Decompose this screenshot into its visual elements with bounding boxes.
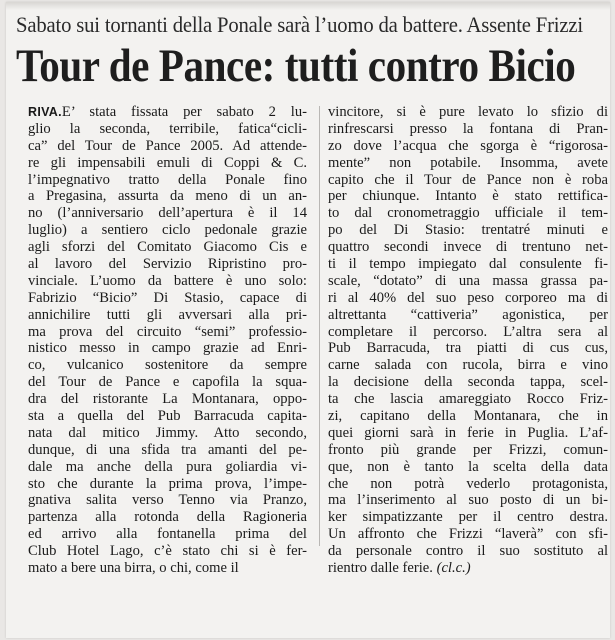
text-line [328,391,608,408]
text-line-content: al lavoro del Servizio Ripristino pro- [28,256,307,273]
text-line [328,543,608,560]
text-line [28,104,307,121]
text-line-content: vincitore, si è pure levato lo sfizio di [328,104,608,120]
text-line-content: che non potrà vederlo protagonista, [328,475,608,492]
text-line [328,492,608,509]
text-line [28,442,307,459]
text-line-content: ma l’inserimento al suo posto di un bi- [328,492,608,509]
text-line-content: ca” del Tour de Pance 2005. Ad attende- [28,137,307,154]
text-line [328,476,608,493]
text-line [328,324,608,341]
text-line-content: rientro dalle ferie. [328,560,433,577]
text-line-content: completare il percorso. L’altra sera al [328,323,608,340]
text-line [28,222,307,239]
text-line-content: quei giorni sarà in ferie in Puglia. L’af- [328,424,608,441]
article-kicker: Sabato sui tornanti della Ponale sarà l’uomo da battere. Assente Frizzi [16,12,583,37]
text-line [328,374,608,391]
text-line-content: dunque, di una sfida tra amanti del pe- [28,441,307,458]
text-line-content: glio la seconda, terribile, fatica“cicli- [28,120,307,137]
text-line-content: ta che lascia amareggiato Rocco Friz- [328,391,608,408]
text-line [28,121,307,138]
text-line-content: per chiunque. Intanto è stato rettifica- [328,188,608,205]
text-line [28,138,307,155]
text-line-content: Club Hotel Lago, c’è stato chi si è fer- [28,543,307,560]
right-column [328,104,608,577]
text-line [28,172,307,189]
text-line [28,188,307,205]
text-line [328,442,608,459]
text-line [28,374,307,391]
text-line [28,391,307,408]
newspaper-clipping [6,2,610,638]
text-line-content: luglio) a sentiero ciclo pedonale grazie [28,222,307,239]
text-line [328,104,608,121]
text-line-content: gnativa salita verso Tenno via Pranzo, [28,492,307,509]
text-line [328,121,608,138]
left-column [28,104,307,577]
text-line [28,543,307,560]
text-line [328,526,608,543]
text-line-content: l’impegnativo tratto della Ponale fino [28,171,307,188]
text-line-content: ed arrivo alla fontanella prima del [28,526,307,543]
text-line-content: capito che il Tour de Pance non è roba [328,171,608,188]
text-line [328,307,608,324]
text-line-content: mente” non potabile. Insomma, avete [328,154,608,171]
text-line [28,239,307,256]
text-line-content: fronto più grande per Frizzi, comun- [328,441,608,458]
text-line-content: altrettanta “cattiveria” agonistica, per [328,306,608,323]
text-line-content: annichilire tutti gli avversari alla pri- [28,306,307,323]
text-line [328,155,608,172]
text-line [28,290,307,307]
text-line-content: mato a bere una birra, o chi, come il [28,560,239,577]
text-line-content: vinciale. L’uomo da battere è uno solo: [28,272,307,289]
text-line [28,492,307,509]
text-line [28,509,307,526]
text-line-content: a Pregasina, assurta da meno di un an- [28,188,307,205]
text-line [28,459,307,476]
text-line-content: que, non è tanto la scelta della data [328,458,608,475]
text-line [28,256,307,273]
text-line-content: carne salada con rucola, birra e vino [328,357,608,374]
text-line-content: nata dal mitico Jimmy. Atto secondo, [28,424,307,441]
text-line [328,205,608,222]
text-line-content: re gli impensabili emuli di Coppi & C. [28,154,307,171]
text-line-content: la decisione della seconda tappa, scel- [328,374,608,391]
text-line-content: to dal cronometraggio ufficiale il tem- [328,205,608,222]
text-line-content: nistico messo in campo grazie ad Enri- [28,340,307,357]
text-line-content: da personale contro il suo sostituto al [328,543,608,560]
text-line [328,290,608,307]
article-headline: Tour de Pance: tutti contro Bicio [16,40,576,92]
text-line-content: quattro secondi invece di trentuno net- [328,239,608,256]
text-line [328,425,608,442]
text-line-content: ma prova del circuito “semi” professio- [28,323,307,340]
text-line [328,222,608,239]
text-line-content: del Tour de Pance e capofila la squa- [28,374,307,391]
text-line [328,172,608,189]
text-line [328,273,608,290]
text-line [328,138,608,155]
text-line-content: Pub Barracuda, tra piatti di cus cus, [328,340,608,357]
text-line-content: rinfrescarsi presso la fontana di Pran- [328,120,608,137]
text-line-content: agli sforzi del Comitato Giacomo Cis e [28,239,307,256]
text-line-content: Un affronto che Frizzi “laverà” con sfi- [328,526,608,543]
text-line [328,560,608,577]
text-line-content: po del Di Stasio: trentatré minuti e [328,222,608,239]
text-line [328,340,608,357]
torn-edge [6,2,610,10]
text-line-content: no (l’anniversario dell’apertura è il 14 [28,205,307,222]
text-line-content: ker simpatizzante per il centro destra. [328,509,608,526]
text-line-content: scale, “dotato” di una massa grassa pa- [328,272,608,289]
text-line-content: partenza alla rotonda della Ragioneria [28,509,307,526]
text-line-content: ri al 40% del suo peso corporeo ma di [328,289,608,306]
text-line [328,509,608,526]
text-line [28,560,307,577]
text-line [28,307,307,324]
dateline: RIVA. [28,105,62,119]
text-line-content: dale ma anche della pura goliardia vi- [28,458,307,475]
text-line [28,273,307,290]
text-line [28,205,307,222]
text-line [28,155,307,172]
text-line-content: E’ stata fissata per sabato 2 lu- [61,104,307,120]
text-line [328,459,608,476]
article-body [28,104,608,634]
text-line [28,340,307,357]
text-line-content: sto che durante la prima prova, l’impe- [28,475,307,492]
text-line-content: sta a quella del Pub Barracuda capita- [28,408,307,425]
text-line [328,239,608,256]
text-line [28,408,307,425]
text-line [28,324,307,341]
text-line [28,476,307,493]
column-divider [319,106,320,546]
text-line [28,526,307,543]
text-line [28,425,307,442]
text-line-content: co, vulcanico sostenitore da sempre [28,357,307,374]
text-line [328,408,608,425]
text-line [328,357,608,374]
text-line [328,256,608,273]
text-line-content: Fabrizio “Bicio” Di Stasio, capace di [28,289,307,306]
text-line [328,188,608,205]
text-line [28,357,307,374]
byline: (cl.c.) [436,560,471,577]
text-line-content: zo dove l’acqua che sgorga è “rigorosa- [328,137,608,154]
text-line-content: zi, capitano della Montanara, che in [328,408,608,425]
text-line-content: dra del ristorante La Montanara, oppo- [28,391,307,408]
text-line-content: ti il tempo impiegato dal consulente fi- [328,256,608,273]
